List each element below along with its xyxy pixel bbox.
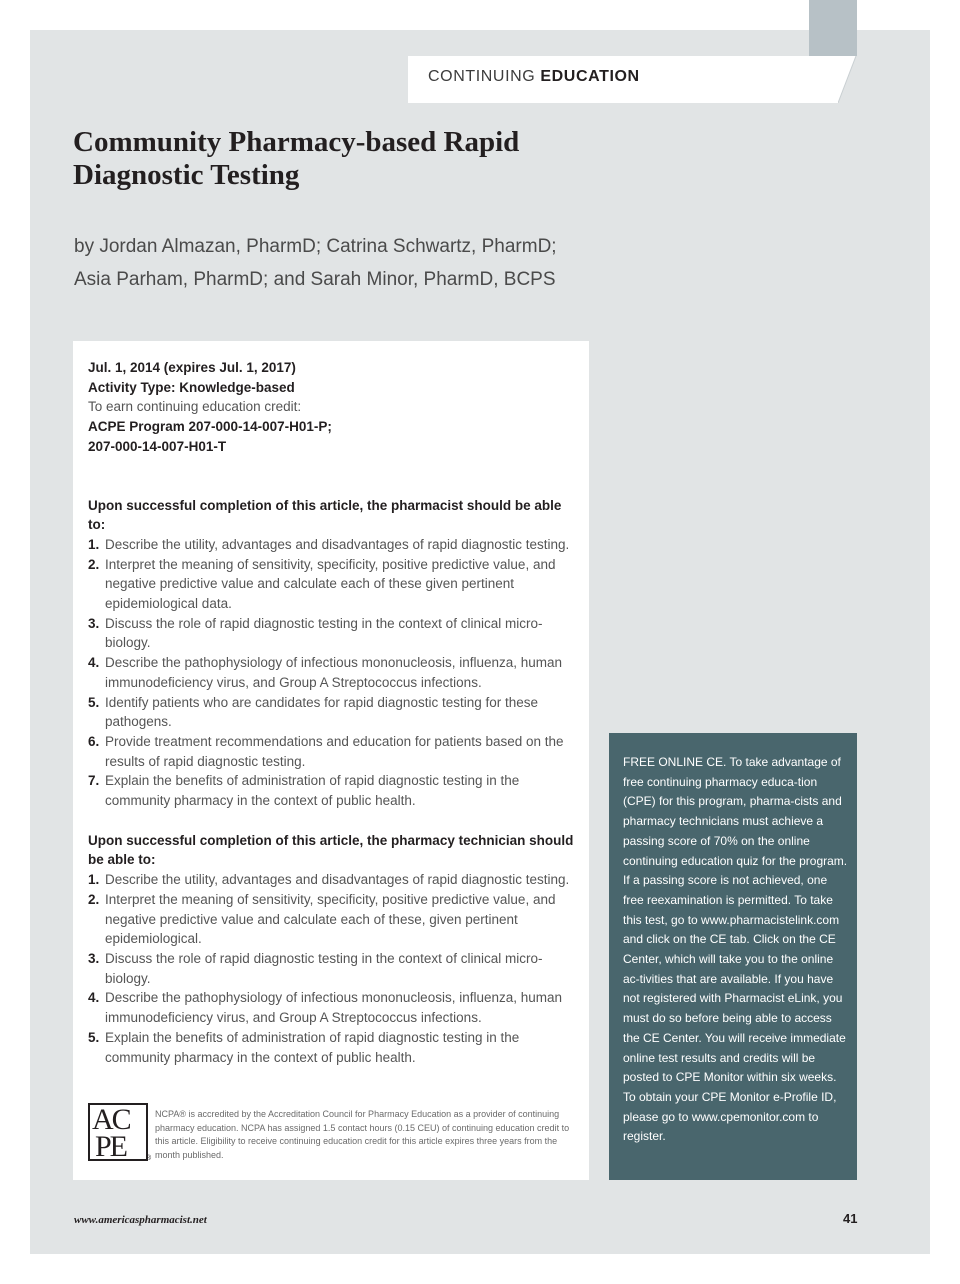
section-label <box>428 68 640 86</box>
list-item <box>88 732 578 771</box>
list-item-number: 7. <box>88 773 100 789</box>
list-item-text: Describe the pathophysiology of infectious mononucleosis, influenza, human immunodeficiency virus, and Group A Streptococcus infections. <box>105 990 563 1026</box>
list-item <box>88 693 578 732</box>
list-item-number: 2. <box>88 891 100 907</box>
earn-credit-text: To earn continuing education credit: <box>88 399 302 415</box>
acpe-accreditation <box>88 1100 578 1166</box>
list-item-number: 1. <box>88 872 100 888</box>
list-item <box>88 949 578 988</box>
list-item-text: Interpret the meaning of sensitivity, specificity, positive predictive value, and negative predictive value and calculate each of these, given pertinent epidemiological. <box>105 891 556 947</box>
byline <box>74 230 634 296</box>
pharmacist-objectives-list <box>88 535 578 811</box>
ce-info-content <box>88 358 578 1067</box>
acpe-statement: NCPA® is accredited by the Accreditation Council for Pharmacy Education as a provider of continuing pharmacy education. NCPA has assigned 1.5 contact hours (0.15 CEU) of continuing education credit to this article. Eligibility to receive continuing education credit for this article expires three years from the month published. <box>155 1109 570 1161</box>
page-number: 41 <box>843 1211 858 1226</box>
list-item-text: Provide treatment recommendations and education for patients based on the results of rapid diagnostic testing. <box>105 733 564 769</box>
list-item-text: Discuss the role of rapid diagnostic testing in the context of clinical micro-biology. <box>105 615 543 651</box>
list-item-number: 4. <box>88 990 100 1006</box>
section-label-light: CONTINUING <box>428 68 541 85</box>
list-item-number: 4. <box>88 655 100 671</box>
byline-line-1: by Jordan Almazan, PharmD; Catrina Schwartz, PharmD; <box>74 236 557 257</box>
article-title: Community Pharmacy-based Rapid Diagnostic Testing <box>73 126 520 191</box>
list-item <box>88 890 578 949</box>
ce-info-box <box>73 341 589 1180</box>
section-label-bold: EDUCATION <box>540 68 640 85</box>
byline-line-2: Asia Parham, PharmD; and Sarah Minor, PharmD, BCPS <box>74 269 556 290</box>
list-item <box>88 535 578 555</box>
list-item <box>88 653 578 692</box>
list-item-number: 5. <box>88 694 100 710</box>
list-item-number: 5. <box>88 1029 100 1045</box>
list-item <box>88 870 578 890</box>
list-item <box>88 1028 578 1067</box>
acpe-logo <box>88 1103 148 1161</box>
acpe-logo-line-2: PE <box>95 1130 127 1163</box>
list-item-number: 3. <box>88 950 100 966</box>
list-item <box>88 988 578 1027</box>
list-item-text: Describe the utility, advantages and disadvantages of rapid diagnostic testing. <box>105 872 570 888</box>
corner-tab <box>809 0 857 56</box>
acpe-logo-line-1: AC <box>92 1103 130 1136</box>
list-item <box>88 771 578 810</box>
registered-mark: ® <box>146 1155 152 1162</box>
list-item-text: Explain the benefits of administration of rapid diagnostic testing in the community pharmacy in the context of public health. <box>105 773 520 809</box>
list-item-text: Interpret the meaning of sensitivity, specificity, positive predictive value, and negative predictive value and calculate each of these given pertinent epidemiological data. <box>105 556 556 612</box>
list-item-text: Describe the pathophysiology of infectious mononucleosis, influenza, human immunodeficiency virus, and Group A Streptococcus infections. <box>105 655 563 690</box>
list-item <box>88 555 578 614</box>
release-date: Jul. 1, 2014 (expires Jul. 1, 2017) <box>88 360 296 375</box>
footer-url[interactable]: www.americaspharmacist.net <box>74 1214 207 1226</box>
list-item-text: Identify patients who are candidates for rapid diagnostic testing for these pathogens. <box>105 694 539 730</box>
list-item-number: 6. <box>88 733 100 749</box>
free-online-ce-sidebar <box>609 733 857 1180</box>
acpe-program-1: ACPE Program 207-000-14-007-H01-P; <box>88 419 332 435</box>
list-item-text: Explain the benefits of administration of rapid diagnostic testing in the community pharmacy in the context of public health. <box>105 1029 520 1065</box>
pharmacist-objectives-heading: Upon successful completion of this article, the pharmacist should be able to: <box>88 497 562 533</box>
list-item-number: 3. <box>88 615 100 631</box>
list-item-text: Discuss the role of rapid diagnostic testing in the context of clinical micro-biology. <box>105 950 543 986</box>
free-online-ce-text: FREE ONLINE CE. To take advantage of free continuing pharmacy educa-tion (CPE) for this program, pharma-cists and pharmacy technicians must achieve a passing score of 70% on the online continuing education quiz for the program. If a passing score is not achieved, one free reexamination is permitted. To take this test, go to www.pharmacistelink.com and click on the CE tab. Click on the CE Center, which will take you to the online ac-tivities that are available. If you have not registered with Pharmacist eLink, you must do so before being able to access the CE Center. You will receive immediate online test results and credits will be posted to CPE Monitor within six weeks. To obtain your CPE Monitor e-Profile ID, please go to www.cpemonitor.com to register. <box>623 755 848 1144</box>
technician-objectives-list <box>88 870 578 1067</box>
acpe-program-2: 207-000-14-007-H01-T <box>88 438 227 454</box>
list-item-text: Describe the utility, advantages and disadvantages of rapid diagnostic testing. <box>105 536 570 552</box>
banner-edge <box>838 56 858 103</box>
list-item-number: 2. <box>88 556 100 572</box>
technician-objectives-heading: Upon successful completion of this article, the pharmacy technician should be able to: <box>88 832 574 868</box>
activity-type: Activity Type: Knowledge-based <box>88 379 295 395</box>
list-item <box>88 614 578 653</box>
list-item-number: 1. <box>88 536 100 552</box>
